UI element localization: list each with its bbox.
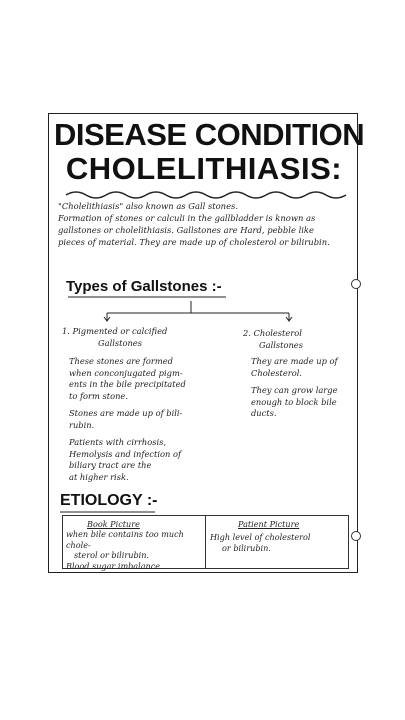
text-line: or bilirubin.: [222, 542, 271, 553]
text-line: when bile contains too much chole-: [66, 529, 184, 550]
text-line: Patients with cirrhosis,: [69, 437, 167, 447]
left-para-3: [69, 437, 209, 483]
book-picture-content: [66, 529, 204, 571]
left-para-1: [69, 356, 209, 402]
intro-line: Formation of stones or calculi in the gallbladder is known as: [58, 213, 316, 223]
right-para-1: [251, 356, 351, 379]
text-line: ents in the bile precipitated: [69, 379, 186, 389]
text-line: rubin.: [69, 419, 95, 430]
title-line-1: DISEASE CONDITION: [54, 117, 365, 152]
patient-picture-content: [210, 532, 346, 553]
text-line: Hemolysis and infection of: [69, 448, 182, 459]
right-type-label: [243, 328, 353, 351]
text-line: They are made up of: [251, 356, 338, 366]
right-label-line1: 2. Cholesterol: [243, 328, 302, 338]
table-divider: [205, 516, 206, 568]
left-type-label: [62, 326, 192, 349]
text-line: sterol or bilirubin.: [74, 550, 149, 560]
etiology-heading: ETIOLOGY :-: [60, 492, 158, 509]
text-line: Cholesterol.: [251, 367, 303, 378]
text-line: at higher risk.: [69, 471, 129, 482]
intro-line: "Cholelithiasis" also known as Gall stones.: [58, 201, 238, 211]
text-line: enough to block bile: [251, 396, 337, 407]
title-line-2: CHOLELITHIASIS:: [65, 151, 343, 186]
etiology-table: [62, 515, 349, 569]
text-line: to form stone.: [69, 390, 128, 401]
text-line: Stones are made up of bili-: [69, 408, 183, 418]
types-heading: Types of Gallstones :-: [66, 278, 222, 295]
left-type-body: [69, 356, 209, 489]
intro-line: pieces of material. They are made up of cholesterol or bilirubin.: [58, 237, 330, 247]
intro-text: [58, 200, 350, 248]
binder-ring-top: [351, 279, 361, 289]
intro-line: gallstones or cholelithiasis. Gallstones are Hard, pebble like: [58, 225, 314, 235]
text-line: ducts.: [251, 408, 277, 418]
text-line: Blood sugar imbalance.: [66, 560, 163, 571]
left-para-2: [69, 408, 209, 431]
text-line: biliary tract are the: [69, 460, 152, 470]
text-line: These stones are formed: [69, 356, 173, 366]
binder-ring-bottom: [351, 531, 361, 541]
patient-picture-header: Patient Picture: [238, 519, 300, 529]
text-line: They can grow large: [251, 385, 338, 395]
text-line: when conconjugated pigm-: [69, 367, 183, 378]
right-type-body: [251, 356, 351, 426]
right-label-line2: Gallstones: [259, 339, 303, 350]
text-line: High level of cholesterol: [210, 532, 311, 542]
book-picture-header: Book Picture: [87, 519, 140, 529]
right-para-2: [251, 385, 351, 420]
left-label-line1: 1. Pigmented or calcified: [62, 326, 168, 336]
left-label-line2: Gallstones: [98, 337, 142, 348]
